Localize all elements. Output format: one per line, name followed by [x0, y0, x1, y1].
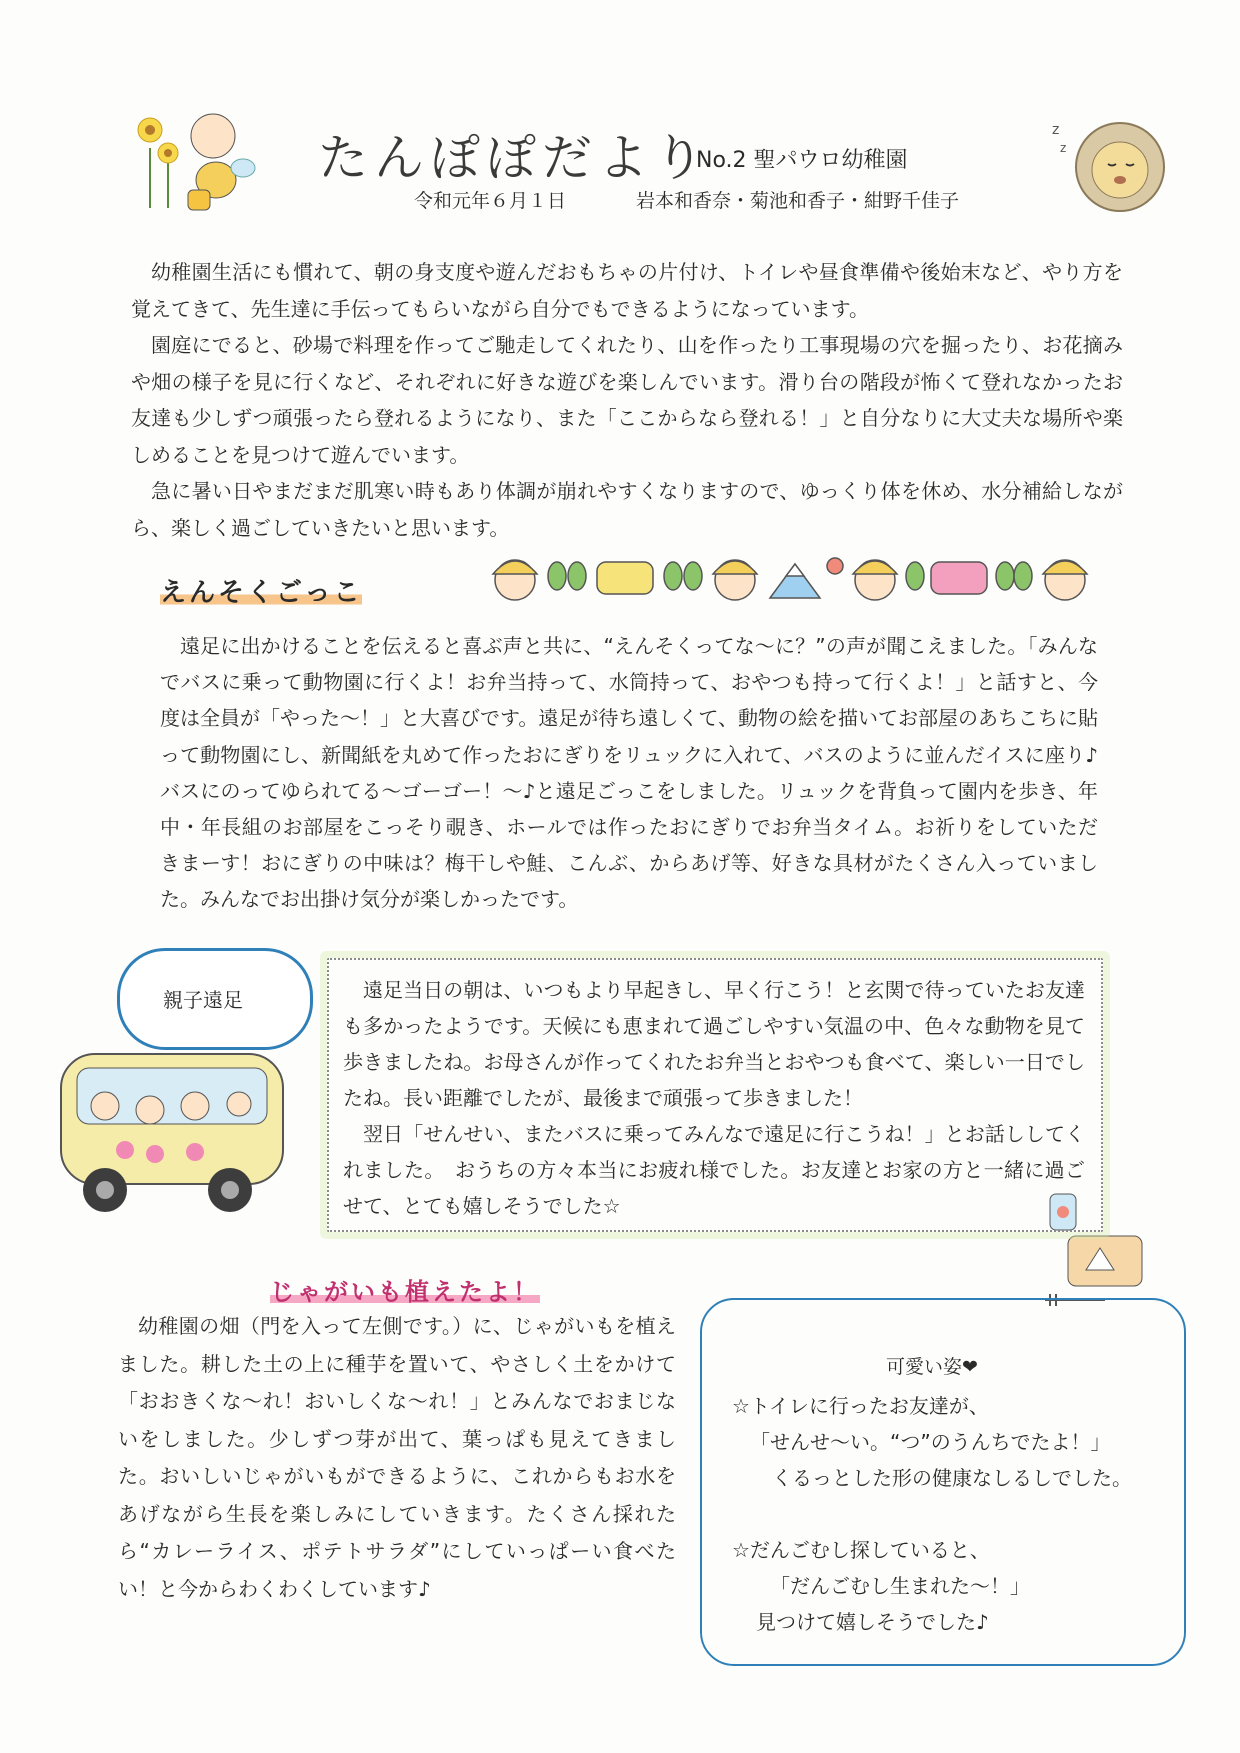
oyako-text — [343, 972, 1085, 1224]
cute-line-1: ☆トイレに行ったお友達が、 — [732, 1394, 989, 1418]
potato-body: 幼稚園の畑（門を入って左側です。）に、じゃがいもを植えました。耕した土の上に種芋を置いて、やさしく土をかけて「おおきくな～れ！おいしくな～れ！」とみんなでおまじないをしました。少しずつ芽が出て、葉っぱも見えてきました。おいしいじゃがいもができるように、これからもお水をあげながら生長を楽しみにしていきます。たくさん採れたら“カレーライス、ポテトサラダ”にしていっぱーい食べたい！と今からわくわくしています♪ — [118, 1314, 676, 1601]
potato-heading-text: じゃがいも植えたよ！ — [270, 1278, 540, 1306]
oyako-paragraph-2: 翌日「せんせい、またバスに乗ってみんなで遠足に行こうね！」とお話ししてくれました。 おうちの方々本当にお疲れ様でした。お友達とお家の方と一緒に過ごせて、とても嬉しそうでした☆ — [343, 1122, 1085, 1218]
excursion-banner-illustration — [485, 548, 1097, 608]
svg-text:z: z — [1052, 122, 1060, 138]
cute-line-5: 「だんごむし生まれた～！」 — [770, 1574, 1030, 1598]
ensoku-heading-text: えんそくごっこ — [160, 578, 363, 608]
intro-section — [131, 254, 1123, 546]
sunflower-bee-illustration — [128, 108, 258, 218]
intro-paragraph-3: 急に暑い日やまだまだ肌寒い時もあり体調が崩れやすくなりますので、ゆっくり体を休め、水分補給しながら、楽しく過ごしていきたいと思います。 — [131, 479, 1123, 540]
issue-date: 令和元年６月１日 — [414, 190, 567, 212]
sleeping-lion-illustration — [1050, 112, 1170, 222]
ensoku-heading — [160, 572, 362, 609]
oyako-paragraph-1: 遠足当日の朝は、いつもより早起きし、早く行こう！と玄関で待っていたお友達も多かったようです。天候にも恵まれて過ごしやすい気温の中、色々な動物を見て歩きましたね。お母さんが作ってくれたお弁当とおやつも食べて、楽しい一日でしたね。長い距離でしたが、最後まで頑張って歩きました！ — [343, 978, 1085, 1110]
cute-line-2: 「せんせ～い。“つ”のうんちでたよ！」 — [750, 1430, 1111, 1454]
cute-line-4: ☆だんごむし探していると、 — [732, 1538, 990, 1562]
bus-illustration — [55, 1038, 295, 1228]
intro-paragraph-1: 幼稚園生活にも慣れて、朝の身支度や遊んだおもちゃの片付け、トイレや昼食準備や後始末など、やり方を覚えてきて、先生達に手伝ってもらいながら自分でもできるようになっています。 — [131, 260, 1123, 321]
issue-and-school: No.2 聖パウロ幼稚園 — [696, 148, 908, 173]
oyako-label: 親子遠足 — [163, 988, 243, 1012]
potato-heading — [270, 1272, 540, 1307]
cute-title: 可愛い姿❤ — [886, 1356, 978, 1378]
cute-line-6: 見つけて嬉しそうでした♪ — [756, 1610, 989, 1634]
authors: 岩本和香奈・菊池和香子・紺野千佳子 — [636, 190, 960, 212]
cute-line-3: くるっとした形の健康なしるしでした。 — [772, 1466, 1132, 1490]
newsletter-title: たんぽぽだより — [318, 129, 710, 187]
svg-text:z: z — [1060, 141, 1067, 155]
intro-paragraph-2: 園庭にでると、砂場で料理を作ってご馳走してくれたり、山を作ったり工事現場の穴を掘ったり、お花摘みや畑の様子を見に行くなど、それぞれに好きな遊びを楽しんでいます。滑り台の階段が怖くて登れなかったお友達も少しずつ頑張ったら登れるようになり、また「ここからなら登れる！」と自分なりに大丈夫な場所や楽しめることを見つけて遊んでいます。 — [131, 333, 1123, 467]
ensoku-body: 遠足に出かけることを伝えると喜ぶ声と共に、“えんそくってな～に？”の声が聞こえました。「みんなでバスに乗って動物園に行くよ！お弁当持って、水筒持って、おやつも持って行くよ！」と話すと、今度は全員が「やった～！」と大喜びです。遠足が待ち遠しくて、動物の絵を描いてお部屋のあちこちに貼って動物園にし、新聞紙を丸めて作ったおにぎりをリュックに入れて、バスのように並んだイスに座り♪バスにのってゆられてる～ゴーゴー！～♪と遠足ごっこをしました。リュックを背負って園内を歩き、年中・年長組のお部屋をこっそり覗き、ホールでは作ったおにぎりでお弁当タイム。お祈りをしていただきまーす！おにぎりの中味は？梅干しや鮭、こんぶ、からあげ等、好きな具材がたくさん入っていました。みんなでお出掛け気分が楽しかったです。 — [160, 634, 1098, 912]
